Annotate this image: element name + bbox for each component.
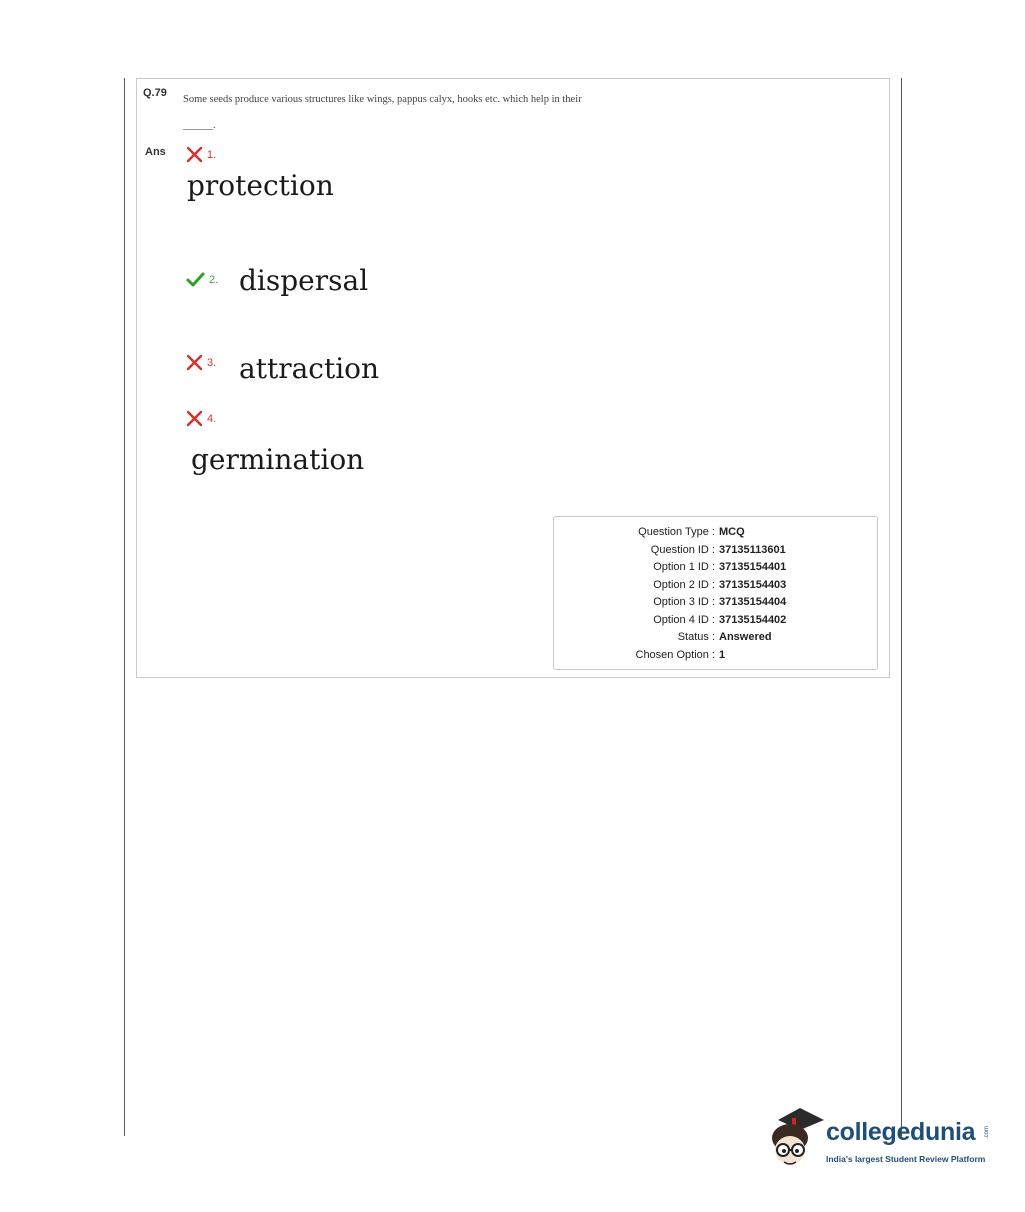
cross-icon: [186, 410, 203, 427]
page-border-right: [901, 78, 902, 1136]
option-4-number: 4.: [207, 412, 217, 425]
meta-row-question-type: [554, 526, 877, 542]
option-1-marker: [186, 146, 216, 163]
meta-value: 37135154404: [719, 596, 787, 608]
cross-icon: [186, 146, 203, 163]
meta-key: Option 1 ID :: [653, 561, 715, 573]
meta-key: Option 4 ID :: [653, 613, 715, 626]
meta-value: 37135113601: [719, 543, 786, 556]
checkmark-icon: [186, 272, 205, 287]
answer-label: Ans: [145, 146, 166, 158]
meta-value: 37135154402: [719, 613, 787, 626]
option-2-number: 2.: [209, 273, 219, 286]
meta-key: Question ID :: [650, 543, 715, 556]
question-blank: ______.: [183, 120, 216, 131]
meta-row-chosen-option: [554, 649, 877, 665]
meta-value: 1: [719, 648, 726, 661]
logo-wordmark: collegedunia: [826, 1118, 976, 1146]
option-2-text: dispersal: [239, 264, 369, 297]
meta-key: Chosen Option :: [635, 648, 715, 661]
meta-value: 37135154403: [719, 578, 787, 591]
question-text: Some seeds produce various structures like wings, pappus calyx, hooks etc. which help in their: [183, 94, 582, 105]
meta-key: Option 2 ID :: [653, 578, 715, 591]
question-metadata-box: [553, 516, 878, 670]
meta-row-option-1-id: [554, 561, 877, 577]
mascot-icon: [766, 1106, 826, 1176]
option-2-marker: [186, 272, 218, 287]
meta-row-option-2-id: [554, 579, 877, 595]
option-3-text: attraction: [239, 352, 380, 385]
meta-value: 37135154401: [719, 561, 787, 573]
option-1-text: protection: [187, 169, 334, 202]
meta-key: Status :: [677, 631, 715, 643]
meta-row-status: [554, 631, 877, 647]
logo-suffix: .com: [984, 1126, 990, 1140]
collegedunia-logo: [766, 1106, 996, 1176]
meta-row-option-4-id: [554, 614, 877, 630]
meta-row-option-3-id: [554, 596, 877, 612]
meta-row-question-id: [554, 544, 877, 560]
meta-value: MCQ: [719, 526, 745, 538]
meta-key: Option 3 ID :: [653, 596, 715, 608]
cross-icon: [186, 354, 203, 371]
question-number: Q.79: [143, 87, 167, 99]
meta-key: Question Type :: [638, 526, 715, 538]
option-1-number: 1.: [207, 148, 217, 161]
meta-value: Answered: [719, 631, 772, 643]
page-border-left: [124, 78, 125, 1136]
option-3-marker: [186, 354, 216, 371]
option-3-number: 3.: [207, 356, 217, 369]
logo-tagline: India's largest Student Review Platform: [826, 1154, 986, 1164]
option-4-text: germination: [191, 443, 365, 476]
option-4-marker: [186, 410, 216, 427]
